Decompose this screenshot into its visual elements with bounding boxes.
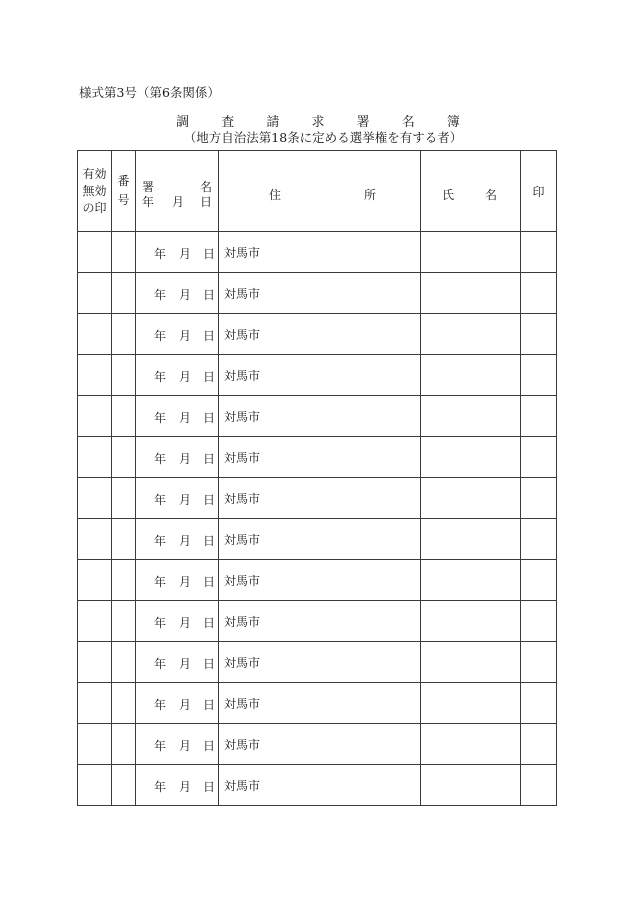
address-cell[interactable]: 対馬市 [219,437,421,478]
document-title: 調 査 請 求 署 名 簿 [176,115,474,130]
date-year: 年 [154,493,167,507]
signature-date-cell[interactable] [136,560,219,601]
valid-seal-cell[interactable] [78,355,112,396]
date-year: 年 [154,780,167,794]
signature-date-cell[interactable] [136,437,219,478]
header-month: 月 [172,195,185,209]
date-day: 日 [203,698,216,712]
number-cell[interactable] [112,519,136,560]
seal-cell[interactable] [521,273,557,314]
date-day: 日 [203,493,216,507]
date-day: 日 [203,575,216,589]
valid-seal-cell[interactable] [78,765,112,806]
table-row [78,642,557,683]
date-day: 日 [203,657,216,671]
date-year: 年 [154,247,167,261]
date-month: 月 [179,698,192,712]
header-address [219,151,421,232]
date-day: 日 [203,247,216,261]
header-signature-name: 名 [199,180,212,194]
date-year: 年 [154,698,167,712]
signature-date-cell[interactable] [136,396,219,437]
signature-date-cell[interactable] [136,232,219,273]
name-cell[interactable] [421,437,521,478]
seal-cell[interactable] [521,601,557,642]
name-cell[interactable] [421,355,521,396]
valid-seal-cell[interactable] [78,396,112,437]
date-day: 日 [203,329,216,343]
seal-cell[interactable] [521,355,557,396]
valid-seal-cell[interactable] [78,478,112,519]
address-cell[interactable]: 対馬市 [219,478,421,519]
valid-seal-cell[interactable] [78,642,112,683]
date-day: 日 [203,288,216,302]
address-cell[interactable]: 対馬市 [219,724,421,765]
seal-cell[interactable] [521,396,557,437]
address-cell[interactable]: 対馬市 [219,355,421,396]
table-row [78,355,557,396]
date-year: 年 [154,452,167,466]
number-cell[interactable] [112,601,136,642]
address-cell[interactable]: 対馬市 [219,232,421,273]
header-name-char1: 氏 [442,188,455,202]
header-valid-line1: 有効 [82,166,107,181]
number-cell[interactable] [112,478,136,519]
date-month: 月 [179,247,192,261]
address-cell[interactable]: 対馬市 [219,396,421,437]
date-day: 日 [203,739,216,753]
number-cell[interactable] [112,314,136,355]
table-row [78,478,557,519]
name-cell[interactable] [421,642,521,683]
name-cell[interactable] [421,478,521,519]
table-row [78,314,557,355]
valid-seal-cell[interactable] [78,560,112,601]
signature-date-cell[interactable] [136,683,219,724]
address-cell[interactable]: 対馬市 [219,601,421,642]
valid-seal-cell[interactable] [78,519,112,560]
seal-cell[interactable] [521,519,557,560]
name-cell[interactable] [421,724,521,765]
header-day: 日 [199,195,212,209]
header-valid-invalid-seal [78,151,112,232]
date-day: 日 [203,411,216,425]
address-cell[interactable]: 対馬市 [219,273,421,314]
date-year: 年 [154,370,167,384]
date-month: 月 [179,739,192,753]
date-month: 月 [179,493,192,507]
number-cell[interactable] [112,765,136,806]
seal-cell[interactable] [521,232,557,273]
header-name [421,151,521,232]
seal-cell[interactable] [521,642,557,683]
address-cell[interactable]: 対馬市 [219,519,421,560]
name-cell[interactable] [421,560,521,601]
header-valid-line3: の印 [82,200,107,215]
seal-cell[interactable] [521,765,557,806]
date-month: 月 [179,329,192,343]
valid-seal-cell[interactable] [78,232,112,273]
name-cell[interactable] [421,601,521,642]
signature-date-cell[interactable] [136,642,219,683]
date-day: 日 [203,534,216,548]
address-cell[interactable]: 対馬市 [219,642,421,683]
header-number-line1: 番 [117,174,130,188]
number-cell[interactable] [112,724,136,765]
table-row [78,273,557,314]
date-month: 月 [179,575,192,589]
date-day: 日 [203,452,216,466]
table-row [78,232,557,273]
address-cell[interactable]: 対馬市 [219,560,421,601]
header-name-char2: 名 [484,188,497,202]
name-cell[interactable] [421,765,521,806]
date-month: 月 [179,411,192,425]
signature-date-cell[interactable] [136,478,219,519]
name-cell[interactable] [421,396,521,437]
number-cell[interactable] [112,396,136,437]
name-cell[interactable] [421,519,521,560]
header-address-char2: 所 [363,188,376,202]
date-day: 日 [203,370,216,384]
date-month: 月 [179,288,192,302]
table-header-row [78,151,557,232]
table-row [78,601,557,642]
valid-seal-cell[interactable] [78,314,112,355]
seal-cell[interactable] [521,724,557,765]
form-number-label: 様式第3号（第6条関係） [79,85,220,100]
date-month: 月 [179,452,192,466]
valid-seal-cell[interactable] [78,724,112,765]
seal-cell[interactable] [521,683,557,724]
number-cell[interactable] [112,642,136,683]
table-row [78,560,557,601]
date-month: 月 [179,370,192,384]
number-cell[interactable] [112,273,136,314]
name-cell[interactable] [421,273,521,314]
header-number-line2: 号 [117,193,130,207]
signature-date-cell[interactable] [136,273,219,314]
seal-cell[interactable] [521,437,557,478]
table-row [78,765,557,806]
address-cell[interactable]: 対馬市 [219,314,421,355]
name-cell[interactable] [421,683,521,724]
date-day: 日 [203,616,216,630]
header-signature: 署 [142,180,155,194]
valid-seal-cell[interactable] [78,273,112,314]
table-row [78,724,557,765]
number-cell[interactable] [112,560,136,601]
document-subtitle: （地方自治法第18条に定める選挙権を有する者） [183,130,463,145]
number-cell[interactable] [112,232,136,273]
date-year: 年 [154,288,167,302]
signature-date-cell[interactable] [136,314,219,355]
signature-date-cell[interactable] [136,765,219,806]
date-year: 年 [154,739,167,753]
header-seal: 印 [521,151,557,232]
header-address-char1: 住 [269,188,282,202]
table-row [78,519,557,560]
header-year: 年 [142,195,155,209]
name-cell[interactable] [421,314,521,355]
date-year: 年 [154,534,167,548]
address-cell[interactable]: 対馬市 [219,765,421,806]
seal-cell[interactable] [521,314,557,355]
number-cell[interactable] [112,683,136,724]
number-cell[interactable] [112,355,136,396]
name-cell[interactable] [421,232,521,273]
number-cell[interactable] [112,437,136,478]
address-cell[interactable]: 対馬市 [219,683,421,724]
signature-date-cell[interactable] [136,519,219,560]
date-year: 年 [154,411,167,425]
signature-date-cell[interactable] [136,601,219,642]
signature-date-cell[interactable] [136,355,219,396]
seal-cell[interactable] [521,560,557,601]
date-year: 年 [154,657,167,671]
header-valid-line2: 無効 [82,183,107,198]
date-month: 月 [179,657,192,671]
date-day: 日 [203,780,216,794]
table-row [78,437,557,478]
signature-table [77,150,557,806]
signature-date-cell[interactable] [136,724,219,765]
date-year: 年 [154,616,167,630]
seal-cell[interactable] [521,478,557,519]
date-month: 月 [179,780,192,794]
table-row [78,683,557,724]
header-signature-date [136,151,219,232]
header-number [112,151,136,232]
valid-seal-cell[interactable] [78,437,112,478]
table-row [78,396,557,437]
date-month: 月 [179,616,192,630]
date-month: 月 [179,534,192,548]
valid-seal-cell[interactable] [78,601,112,642]
date-year: 年 [154,575,167,589]
valid-seal-cell[interactable] [78,683,112,724]
date-year: 年 [154,329,167,343]
